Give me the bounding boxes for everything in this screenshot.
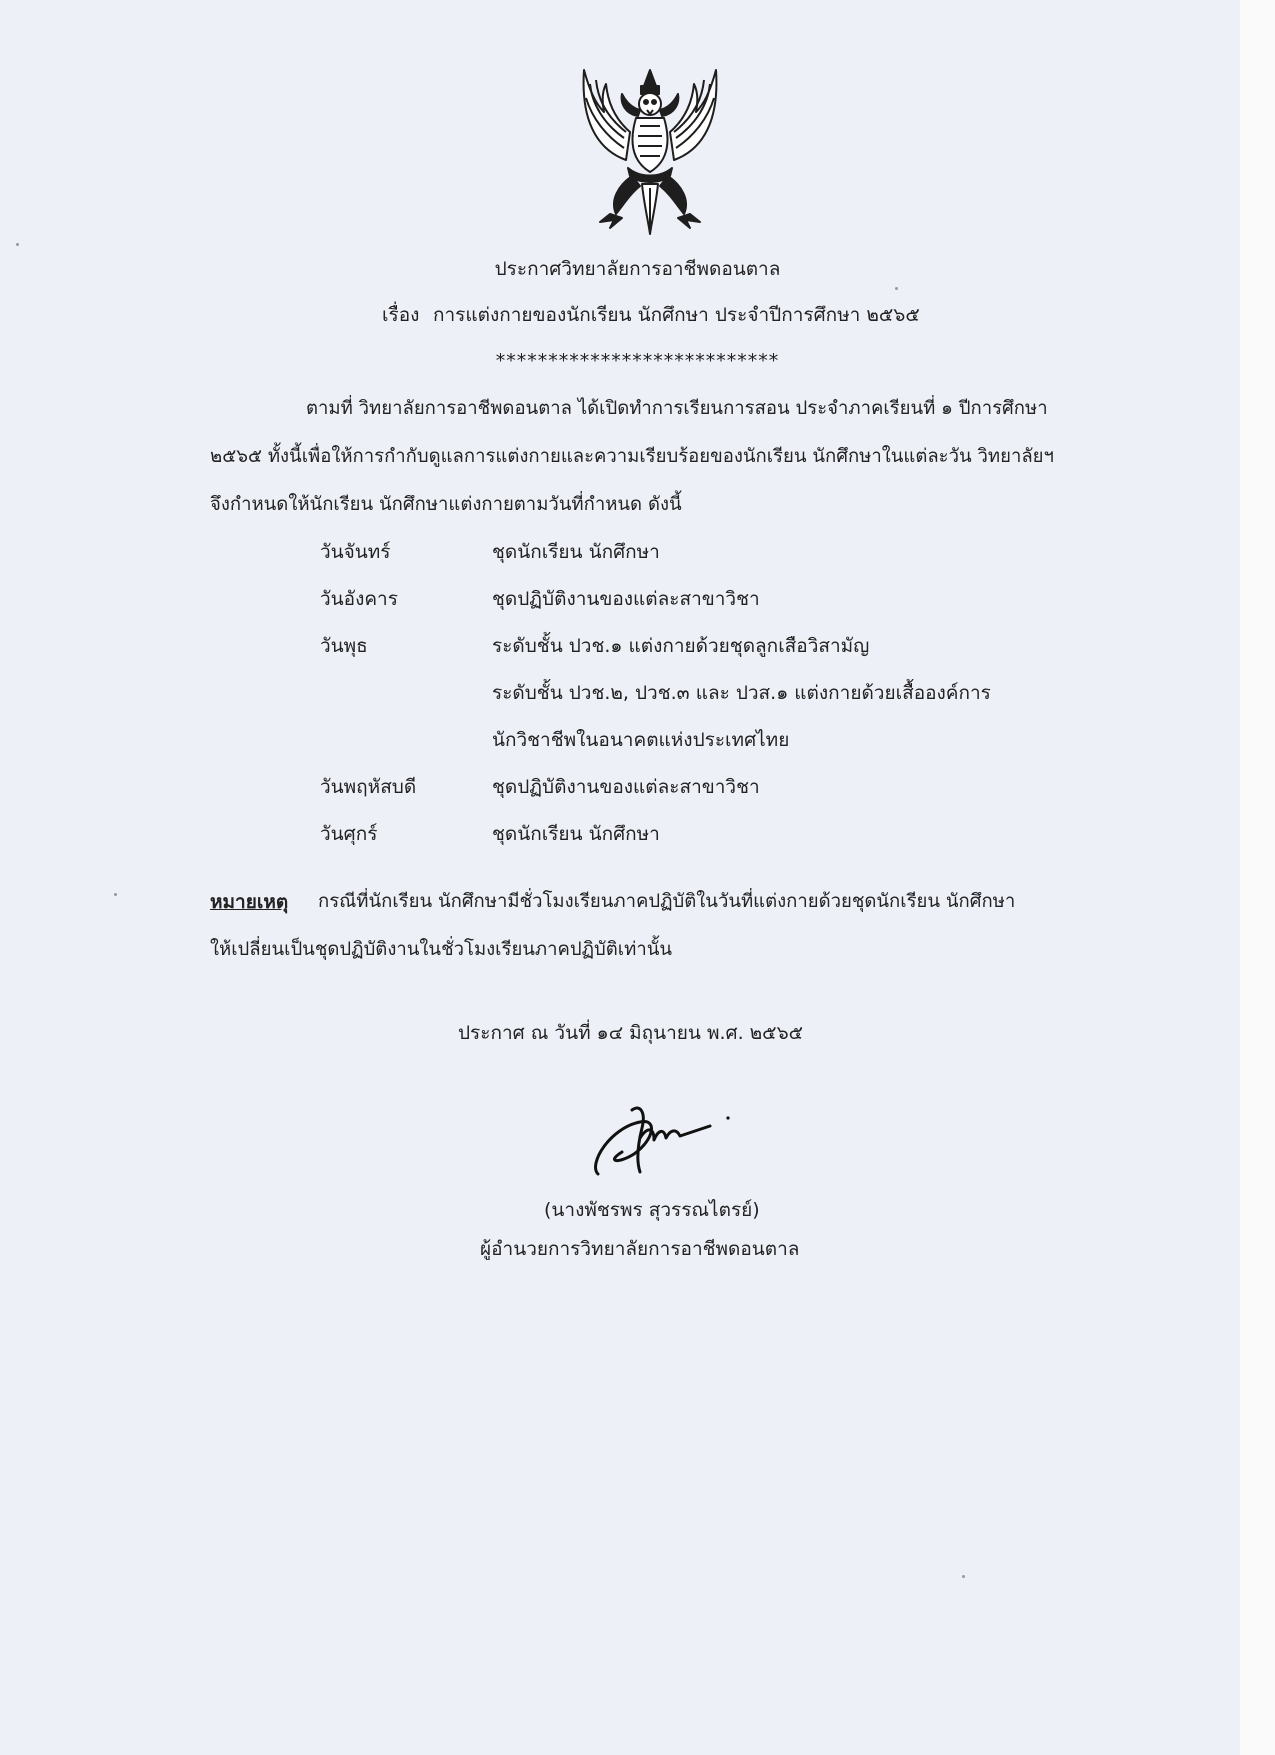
paragraph-line: ๒๕๖๕ ทั้งนี้เพื่อให้การกำกับดูแลการแต่งกายและความเรียบร้อยของนักเรียน นักศึกษาในแต่ละวัน วิทยาลัยฯ [210, 446, 1054, 467]
note-text: ให้เปลี่ยนเป็นชุดปฏิบัติงานในชั่วโมงเรียนภาคปฏิบัติเท่านั้น [210, 939, 673, 960]
schedule-day: วันพุธ [320, 635, 368, 657]
schedule-day: วันศุกร์ [320, 823, 378, 845]
schedule-attire: ชุดปฏิบัติงานของแต่ละสาขาวิชา [492, 588, 760, 610]
schedule-attire: ชุดนักเรียน นักศึกษา [492, 541, 660, 563]
schedule-attire: ชุดนักเรียน นักศึกษา [492, 823, 660, 845]
paragraph-line: จึงกำหนดให้นักเรียน นักศึกษาแต่งกายตามวันที่กำหนด ดังนี้ [210, 494, 682, 515]
scan-speck [895, 287, 898, 290]
garuda-emblem-icon [570, 64, 730, 240]
scan-speck [962, 1575, 965, 1578]
schedule-day: วันอังคาร [320, 588, 398, 610]
signatory-name: (นางพัชรพร สุวรรณไตรย์) [544, 1199, 760, 1221]
signatory-position: ผู้อำนวยการวิทยาลัยการอาชีพดอนตาล [480, 1238, 800, 1260]
schedule-attire: ชุดปฏิบัติงานของแต่ละสาขาวิชา [492, 776, 760, 798]
note-text: กรณีที่นักเรียน นักศึกษามีชั่วโมงเรียนภาคปฏิบัติในวันที่แต่งกายด้วยชุดนักเรียน นักศึกษา [318, 891, 1016, 912]
schedule-attire: ระดับชั้น ปวช.๒, ปวช.๓ และ ปวส.๑ แต่งกายด้วยเสื้อองค์การ [492, 682, 991, 704]
schedule-day: วันพฤหัสบดี [320, 776, 417, 798]
signature-icon [588, 1098, 758, 1180]
announcement-date: ประกาศ ณ วันที่ ๑๔ มิถุนายน พ.ศ. ๒๕๖๕ [458, 1022, 804, 1044]
schedule-attire: ระดับชั้น ปวช.๑ แต่งกายด้วยชุดลูกเสือวิสามัญ [492, 635, 870, 657]
document-title: ประกาศวิทยาลัยการอาชีพดอนตาล [494, 258, 781, 280]
schedule-attire: นักวิชาชีพในอนาคตแห่งประเทศไทย [492, 729, 790, 751]
subject-text: การแต่งกายของนักเรียน นักศึกษา ประจำปีการศึกษา ๒๕๖๕ [433, 304, 920, 326]
paragraph-line: ตามที่ วิทยาลัยการอาชีพดอนตาล ได้เปิดทำการเรียนการสอน ประจำภาคเรียนที่ ๑ ปีการศึกษา [306, 398, 1048, 419]
scan-speck [114, 893, 117, 896]
note-label: หมายเหตุ [210, 891, 289, 913]
separator-line: *************************** [495, 350, 780, 372]
schedule-day: วันจันทร์ [320, 541, 391, 563]
scan-speck [16, 243, 19, 246]
subject-label: เรื่อง [382, 304, 420, 326]
